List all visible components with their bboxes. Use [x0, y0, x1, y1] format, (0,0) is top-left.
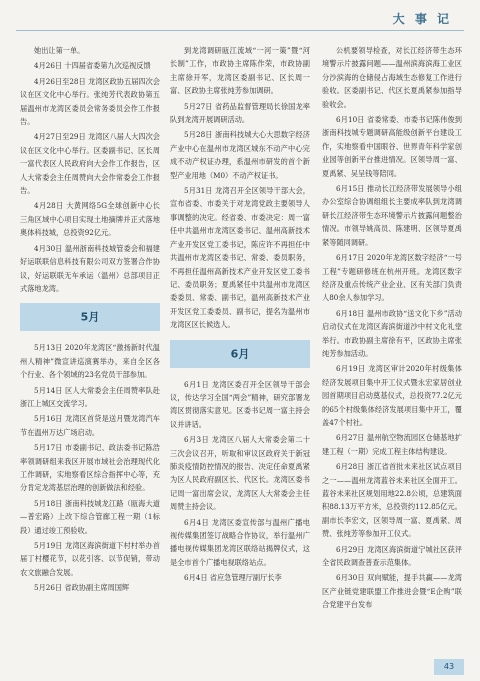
- page-number: 43: [443, 662, 455, 671]
- entry: 5月18日 浙南科技城龙江路（瓯海大道—普宏路）上改下综合管廊工程一期（1标段）通过竣工预验收。: [20, 498, 160, 535]
- entry: 4月26日至28日 龙湾区政协五届四次会议在区文化中心举行。张纯芳代表政协第五届温州市龙湾区委员会常务委员会作工作报告。: [20, 76, 160, 127]
- header-divider: [16, 30, 464, 31]
- entry: 6月17日 2020年龙湾区数字经济“一号工程”专题研修班在杭州开班。龙湾区数字经济及重点传统产业企业、区有关部门负责人80余人参加学习。: [322, 253, 462, 303]
- entry: 6月4日 省应急管理厅副厅长李: [184, 573, 282, 583]
- entry: 6月15日 推动长江经济带发展领导小组办公室综合协调组组长主要成率队到龙湾调研长江经济带生态环境警示片披露问题整治情况。市领导姚高员、陈建明、区领导夏禹紧等随同调研。: [322, 184, 462, 247]
- section-title: 大 事 记: [392, 12, 452, 26]
- entry: 6月30日 双向赋能，提手共赢——龙湾区产业链党建联盟工作推进会暨“E企购”联合党建平台发布: [322, 573, 462, 610]
- column-middle: [170, 44, 310, 587]
- column-right: [322, 44, 462, 614]
- entry: 6月3日 龙湾区八届人大常委会第二十三次会议召开，听取和审议区政府关于新冠肺炎疫情防控情况的报告、决定任命夏禹紧为区人民政府副区长、代区长。龙湾区委书记周一富出席会议，龙湾区人大常委会主任周赞主持会议。: [170, 435, 310, 512]
- entry: 4月27日至29日 龙湾区八届人大四次会议在区文化中心举行。区委副书记、区长周一富代表区人民政府向大会作工作报告，区人大常委会主任周赞向大会作常委会工作报告。: [20, 132, 160, 196]
- entry: 6月29日 龙湾区海滨街道宁城社区获评全省民政调查普查示范集体。: [322, 544, 462, 568]
- entry: 5月19日 龙湾区海滨街道下村村举办首届丁村樱花节，以花引客、以节促销，带动农文旅融合发展。: [20, 541, 160, 577]
- entry: 4月28日 大黄网络5G全球创新中心长三角区域中心项目实现土地摘牌并正式落地奥体科技城，总投资92亿元。: [20, 201, 160, 238]
- entry: 6月27日 温州航空物流园区仓储基地扩建工程（一期）完成工程主体结构建设。: [322, 433, 462, 456]
- entry: 6月10日 省委常委、市委书记陈伟俊到浙南科技城专题调研高能级创新平台建设工作，实地察看中国眼谷、世界青年科学家创业园等创新平台推进情况。区领导周一富、夏禹紧、吴呈钱等陪同。: [322, 115, 462, 178]
- entry: 她出让第一单。: [34, 46, 85, 55]
- month-label: 5月: [80, 310, 100, 324]
- entry: 6月4日 龙湾区委宣传部与温州广播电视传媒集团签订战略合作协议，举行温州广播电视传媒集团龙湾区联络站揭牌仪式，这是全市首个广播电视联络站点。: [170, 517, 310, 567]
- entry: 5月26日 省政协副主席周国辉: [34, 583, 130, 593]
- entry: 5月13日 2020年龙湾区“激扬新时代温州人精神”微宣讲巡演赛举办，来自全区各个行业、各个领域的23名党员干部参加。: [20, 343, 160, 380]
- entry: 4月30日 温州浙南科技城管委会和福建好运联联信息科技有限公司双方签署合作协议，好运联联无车承运（温州）总部项目正式落地龙湾。: [20, 243, 160, 293]
- entry: 6月28日 浙江省首批未来社区试点项目之一——温州龙湾蓝谷未来社区全面开工。蓝谷未来社区规划用地22.8公顷，总建筑面积88.13万平方米，总投资约112.85亿元。副市长李宏文，区领导周一富、夏禹紧、周赞、张纯芳等参加开工仪式。: [322, 462, 462, 539]
- entry: 6月19日 龙湾区审计2020年村级集体经济发展项目集中开工仪式暨永宏家居创业园首期项目启动奠基仪式，总投资77.2亿元的65个村级集体经济发展项目集中开工，覆盖47个村社。: [322, 364, 462, 427]
- entry: 5月14日 区人大常委会主任周赞率队赴浙江上城区交流学习。: [20, 385, 160, 408]
- entry: 5月31日 龙湾召开全区领导干部大会，宣布省委、市委关于对龙湾党政主要领导人事调整的决定。经省委、市委决定：周一富任中共温州市龙湾区委书记、温州高新技术产业开发区党工委书记，陈应许不再担任中共温州市龙湾区委书记、常委、委员职务，不再担任温州高新技术产业开发区党工委书记、委员职务；夏禹紧任中共温州市龙湾区委委员、常委、副书记，温州高新技术产业开发区党工委委员、副书记，提名为温州市龙湾区区长候选人。: [170, 186, 310, 330]
- entry: 到龙湾调研瓯江流域“一河一策”暨“河长制”工作，市政协主席陈作荣，市政协副主席徐开军，龙湾区委副书记、区长周一富、区政协主席张纯芳参加调研。: [170, 46, 310, 96]
- entry: 4月26日 十四届省委第九次巡视反馈: [34, 61, 151, 71]
- entry: 公机要领导检查，对长江经济带生态环境警示片披露问题——温州滨海滨海工业区分沙滨海的仓储侵占海域生态修复工作进行验收。区委副书记、代区长夏禹紧参加指导验收会。: [322, 46, 462, 109]
- page-header: [0, 0, 480, 34]
- column-left: [20, 44, 160, 597]
- month-label: 6月: [230, 346, 250, 360]
- month-heading-june: [170, 340, 310, 368]
- entry: 5月27日 省药品监督管理局长徐国龙率队到龙湾开展调研活动。: [170, 101, 310, 125]
- entry: 5月16日 龙湾区首贷是送月暨龙湾汽车节在温州万达广场启动。: [20, 414, 160, 437]
- entry: 6月18日 温州市政协“送文化下乡”活动启动仪式在龙湾区海滨街道沙中村文化礼堂举行。市政协副主席徐有平，区政协主席张纯芳参加活动。: [322, 308, 462, 358]
- month-heading-may: [20, 303, 160, 331]
- entry: 5月17日 市委副书记、政法委书记陈浩率领调研组来我区开展市域社会治理现代化工作调研，实地察看区综合指挥中心等，充分肯定龙湾基层治理的创新做法和经验。: [20, 443, 160, 493]
- entry: 5月28日 浙南科技城大心大思数字经济产业中心在温州市龙湾区城东不动产中心完成不动产权证办理，系温州市研发的首个新型产业用地（M0）不动产权证书。: [170, 130, 310, 180]
- page-number-badge: [434, 659, 464, 675]
- entry: 6月1日 龙湾区委召开全区领导干部会议，传达学习全国“两会”精神，研究部署龙湾区贯彻落实意见。区委书记周一富主持会议并讲话。: [170, 379, 310, 429]
